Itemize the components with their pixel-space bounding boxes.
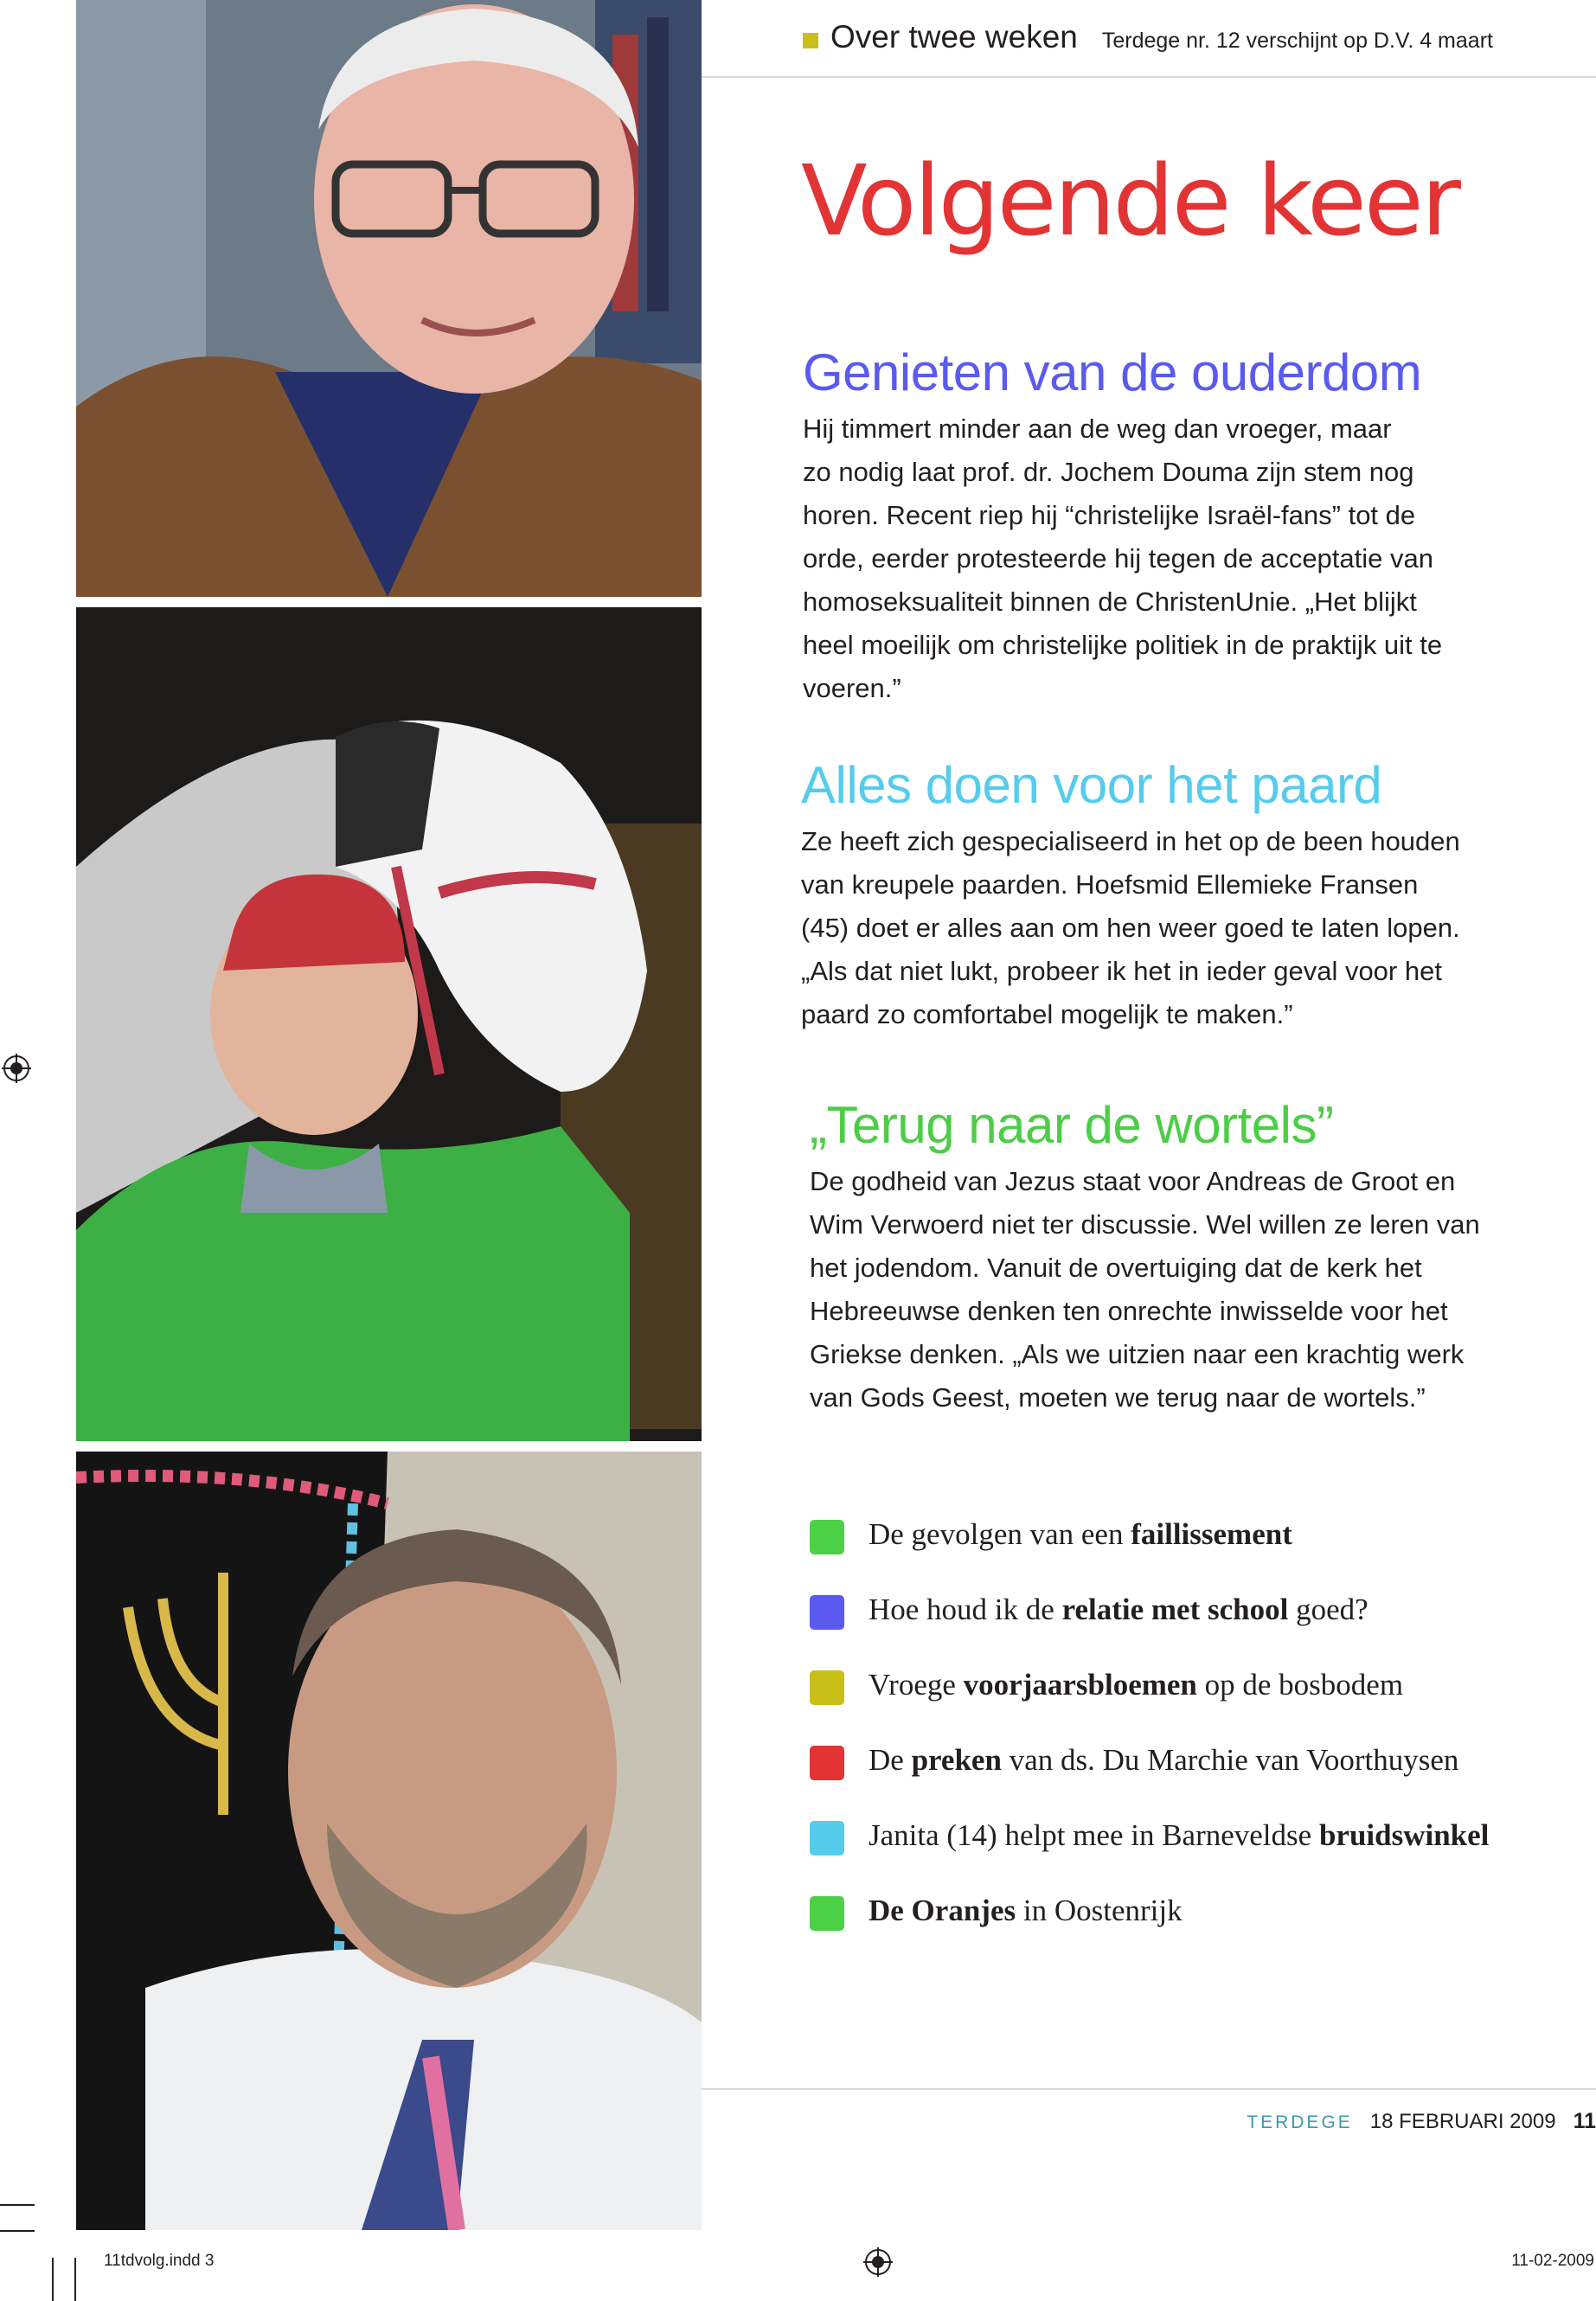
bullet-square-icon: [810, 1746, 844, 1780]
bullet-square-icon: [810, 1821, 844, 1856]
section-header: [803, 19, 1493, 55]
article-heading: Genieten van de ouderdom: [803, 343, 1422, 401]
article-ouderdom: [803, 343, 1547, 710]
section-label-group: [803, 19, 1078, 55]
bullet-square-icon: [810, 1520, 844, 1554]
body-line: zo nodig laat prof. dr. Jochem Douma zijn stem nog: [803, 457, 1414, 487]
article-heading: Alles doen voor het paard: [801, 756, 1382, 814]
article-paard: [801, 755, 1545, 1036]
body-line: (45) doet er alles aan om hen weer goed te laten lopen.: [801, 913, 1460, 943]
photo-woman-with-horse: [76, 607, 702, 1441]
article-wortels: [810, 1095, 1554, 1420]
body-line: Griekse denken. „Als we uitzien naar een krachtig werk: [810, 1339, 1465, 1369]
page-footer: [1247, 2109, 1596, 2134]
teaser-text: De gevolgen van een faillissement: [869, 1516, 1292, 1551]
registration-mark-icon: [863, 2247, 893, 2277]
article-heading: „Terug naar de wortels”: [810, 1096, 1334, 1154]
teaser-list: [810, 1497, 1489, 1948]
crop-mark: [74, 2258, 76, 2301]
body-line: Wim Verwoerd niet ter discussie. Wel willen ze leren van: [810, 1209, 1480, 1240]
bullet-square-icon: [810, 1896, 844, 1931]
teaser-text: Hoe houd ik de relatie met school goed?: [869, 1592, 1368, 1626]
body-line: De godheid van Jezus staat voor Andreas de Groot en: [810, 1166, 1456, 1196]
registration-mark-icon: [2, 1054, 31, 1083]
crop-mark: [0, 2230, 35, 2232]
page-title: Volgende keer: [801, 145, 1458, 258]
photo-bearded-man: [76, 1452, 702, 2230]
list-item: [810, 1497, 1489, 1572]
teaser-text: Vroege voorjaarsbloemen op de bosbodem: [869, 1667, 1404, 1702]
list-item: [810, 1572, 1489, 1647]
page-number: 11: [1573, 2109, 1596, 2133]
article-body: [810, 1160, 1554, 1420]
top-rule: [702, 76, 1596, 78]
bottom-rule: [702, 2088, 1596, 2090]
list-item: [810, 1647, 1489, 1722]
body-line: heel moeilijk om christelijke politiek in de praktijk uit te: [803, 630, 1443, 660]
photo-elderly-man: [76, 0, 702, 597]
list-item: [810, 1873, 1489, 1948]
slug-filename: 11tdvolg.indd 3: [104, 2252, 215, 2270]
body-line: orde, eerder protesteerde hij tegen de acceptatie van: [803, 543, 1433, 574]
list-item: [810, 1722, 1489, 1798]
bullet-square-icon: [810, 1595, 844, 1630]
article-body: [801, 820, 1545, 1036]
body-line: „Als dat niet lukt, probeer ik het in ieder geval voor het: [801, 956, 1442, 986]
body-line: voeren.”: [803, 673, 901, 703]
footer-brand: TERDEGE: [1247, 2112, 1353, 2132]
body-line: Ze heeft zich gespecialiseerd in het op de been houden: [801, 826, 1460, 856]
list-item: [810, 1798, 1489, 1873]
teaser-text: Janita (14) helpt mee in Barneveldse bruidswinkel: [869, 1817, 1490, 1852]
slug-date: 11-02-2009: [1511, 2252, 1594, 2270]
body-line: paard zo comfortabel mogelijk te maken.”: [801, 999, 1293, 1029]
footer-date: 18 FEBRUARI 2009: [1369, 2110, 1556, 2133]
body-line: van kreupele paarden. Hoefsmid Ellemieke Fransen: [801, 869, 1419, 900]
body-line: van Gods Geest, moeten we terug naar de wortels.”: [810, 1382, 1426, 1413]
body-line: horen. Recent riep hij “christelijke Israël-fans” tot de: [803, 500, 1416, 530]
teaser-text: De Oranjes in Oostenrijk: [869, 1893, 1183, 1927]
body-line: het jodendom. Vanuit de overtuiging dat de kerk het: [810, 1253, 1422, 1283]
body-line: Hebreeuwse denken ten onrechte inwisselde voor het: [810, 1296, 1448, 1326]
section-marker-square-icon: [803, 33, 818, 48]
crop-mark: [0, 2204, 35, 2206]
article-body: [803, 407, 1547, 710]
issue-note: Terdege nr. 12 verschijnt op D.V. 4 maart: [1101, 29, 1493, 53]
body-line: homoseksualiteit binnen de ChristenUnie. „Het blijkt: [803, 586, 1417, 617]
bullet-square-icon: [810, 1670, 844, 1705]
body-line: Hij timmert minder aan de weg dan vroeger, maar: [803, 413, 1392, 444]
crop-mark: [52, 2258, 54, 2301]
teaser-text: De preken van ds. Du Marchie van Voorthuysen: [869, 1742, 1459, 1777]
section-label: Over twee weken: [830, 19, 1078, 54]
